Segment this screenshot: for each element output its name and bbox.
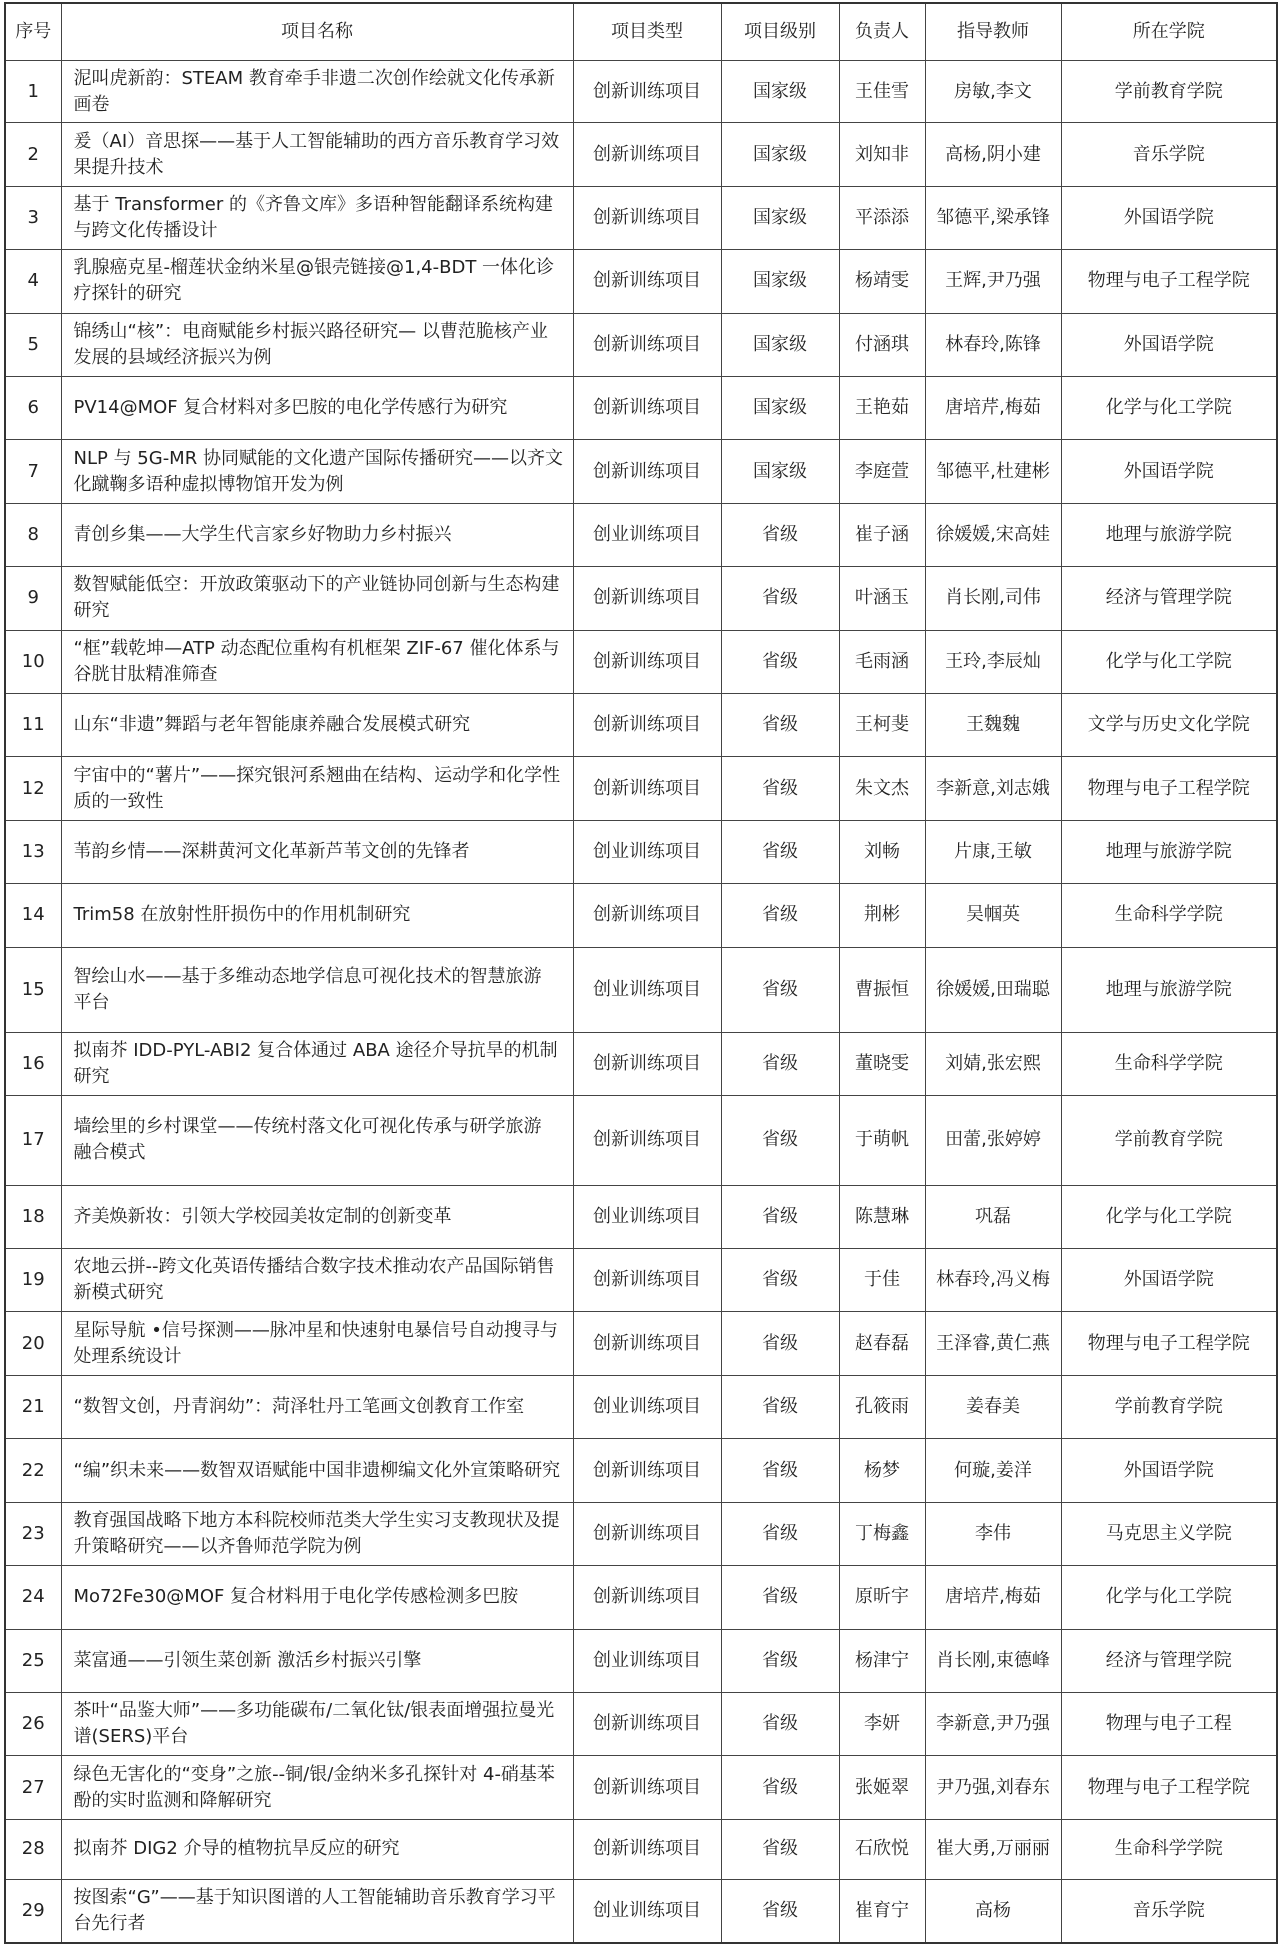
cell-name: 山东“非遗”舞蹈与老年智能康养融合发展模式研究 xyxy=(61,694,573,757)
cell-advisor: 林春玲,冯义梅 xyxy=(925,1249,1061,1312)
cell-no: 25 xyxy=(5,1629,61,1692)
cell-leader: 杨津宁 xyxy=(839,1629,925,1692)
table-row xyxy=(5,1819,1277,1879)
cell-type: 创新训练项目 xyxy=(573,1819,721,1879)
cell-leader: 丁梅鑫 xyxy=(839,1502,925,1565)
cell-advisor: 王辉,尹乃强 xyxy=(925,250,1061,313)
table-row xyxy=(5,1880,1277,1943)
cell-level: 国家级 xyxy=(721,186,839,249)
cell-level: 省级 xyxy=(721,1880,839,1943)
cell-advisor: 林春玲,陈锋 xyxy=(925,313,1061,376)
cell-no: 27 xyxy=(5,1756,61,1819)
cell-advisor: 高杨 xyxy=(925,1880,1061,1943)
cell-level: 国家级 xyxy=(721,61,839,123)
cell-college: 生命科学学院 xyxy=(1061,1819,1277,1879)
cell-type: 创新训练项目 xyxy=(573,440,721,503)
cell-no: 22 xyxy=(5,1439,61,1502)
table-row xyxy=(5,757,1277,820)
cell-level: 国家级 xyxy=(721,313,839,376)
cell-name: NLP 与 5G-MR 协同赋能的文化遗产国际传播研究——以齐文化蹴鞠多语种虚拟博物馆开发为例 xyxy=(61,440,573,503)
cell-type: 创新训练项目 xyxy=(573,1692,721,1755)
cell-leader: 毛雨涵 xyxy=(839,630,925,693)
cell-type: 创新训练项目 xyxy=(573,567,721,630)
cell-name: 拟南芥 IDD-PYL-ABI2 复合体通过 ABA 途径介导抗旱的机制研究 xyxy=(61,1032,573,1095)
cell-level: 国家级 xyxy=(721,440,839,503)
cell-college: 生命科学学院 xyxy=(1061,1032,1277,1095)
cell-leader: 王柯斐 xyxy=(839,694,925,757)
cell-type: 创新训练项目 xyxy=(573,250,721,313)
cell-level: 国家级 xyxy=(721,250,839,313)
cell-leader: 于佳 xyxy=(839,1249,925,1312)
cell-leader: 朱文杰 xyxy=(839,757,925,820)
cell-advisor: 唐培芹,梅茹 xyxy=(925,376,1061,439)
cell-advisor: 肖长刚,司伟 xyxy=(925,567,1061,630)
cell-name: 齐美焕新妆：引领大学校园美妆定制的创新变革 xyxy=(61,1185,573,1248)
header-advisor: 指导教师 xyxy=(925,3,1061,61)
cell-college: 化学与化工学院 xyxy=(1061,1566,1277,1629)
cell-type: 创业训练项目 xyxy=(573,947,721,1032)
cell-leader: 李庭萱 xyxy=(839,440,925,503)
cell-leader: 付涵琪 xyxy=(839,313,925,376)
cell-type: 创新训练项目 xyxy=(573,1502,721,1565)
table-row xyxy=(5,186,1277,249)
header-leader: 负责人 xyxy=(839,3,925,61)
cell-leader: 王佳雪 xyxy=(839,61,925,123)
cell-advisor: 李新意,尹乃强 xyxy=(925,1692,1061,1755)
cell-name: 锦绣山“核”：电商赋能乡村振兴路径研究— 以曹范脆核产业发展的县域经济振兴为例 xyxy=(61,313,573,376)
cell-advisor: 尹乃强,刘春东 xyxy=(925,1756,1061,1819)
cell-name: “数智文创，丹青润幼”：菏泽牡丹工笔画文创教育工作室 xyxy=(61,1375,573,1438)
cell-leader: 平添添 xyxy=(839,186,925,249)
cell-name: Mo72Fe30@MOF 复合材料用于电化学传感检测多巴胺 xyxy=(61,1566,573,1629)
cell-college: 外国语学院 xyxy=(1061,1249,1277,1312)
cell-name: 智绘山水——基于多维动态地学信息可视化技术的智慧旅游 平台 xyxy=(61,947,573,1032)
cell-level: 省级 xyxy=(721,503,839,566)
header-name: 项目名称 xyxy=(61,3,573,61)
cell-advisor: 王魏魏 xyxy=(925,694,1061,757)
cell-level: 省级 xyxy=(721,1185,839,1248)
cell-level: 省级 xyxy=(721,947,839,1032)
cell-no: 17 xyxy=(5,1096,61,1185)
table-row xyxy=(5,567,1277,630)
cell-no: 5 xyxy=(5,313,61,376)
cell-type: 创新训练项目 xyxy=(573,1032,721,1095)
cell-type: 创新训练项目 xyxy=(573,757,721,820)
cell-college: 学前教育学院 xyxy=(1061,61,1277,123)
cell-level: 省级 xyxy=(721,567,839,630)
table-row xyxy=(5,250,1277,313)
table-row xyxy=(5,1185,1277,1248)
cell-name: 墙绘里的乡村课堂——传统村落文化可视化传承与研学旅游 融合模式 xyxy=(61,1096,573,1185)
cell-advisor: 高杨,阴小建 xyxy=(925,123,1061,186)
header-no: 序号 xyxy=(5,3,61,61)
cell-no: 1 xyxy=(5,61,61,123)
cell-name: 青创乡集——大学生代言家乡好物助力乡村振兴 xyxy=(61,503,573,566)
cell-type: 创业训练项目 xyxy=(573,1375,721,1438)
cell-leader: 荆彬 xyxy=(839,884,925,947)
cell-level: 国家级 xyxy=(721,123,839,186)
table-row xyxy=(5,313,1277,376)
cell-college: 化学与化工学院 xyxy=(1061,376,1277,439)
cell-leader: 赵春磊 xyxy=(839,1312,925,1375)
table-row xyxy=(5,376,1277,439)
cell-type: 创业训练项目 xyxy=(573,1880,721,1943)
cell-no: 29 xyxy=(5,1880,61,1943)
cell-advisor: 巩磊 xyxy=(925,1185,1061,1248)
cell-advisor: 刘婧,张宏熙 xyxy=(925,1032,1061,1095)
cell-no: 10 xyxy=(5,630,61,693)
cell-type: 创新训练项目 xyxy=(573,123,721,186)
cell-advisor: 片康,王敏 xyxy=(925,820,1061,883)
cell-no: 11 xyxy=(5,694,61,757)
cell-advisor: 邹德平,梁承锋 xyxy=(925,186,1061,249)
cell-advisor: 王玲,李辰灿 xyxy=(925,630,1061,693)
cell-college: 物理与电子工程学院 xyxy=(1061,1312,1277,1375)
cell-name: 宇宙中的“薯片”——探究银河系翘曲在结构、运动学和化学性质的一致性 xyxy=(61,757,573,820)
table-row xyxy=(5,1629,1277,1692)
cell-advisor: 王泽睿,黄仁燕 xyxy=(925,1312,1061,1375)
cell-leader: 陈慧琳 xyxy=(839,1185,925,1248)
cell-advisor: 姜春美 xyxy=(925,1375,1061,1438)
cell-name: Trim58 在放射性肝损伤中的作用机制研究 xyxy=(61,884,573,947)
table-row xyxy=(5,503,1277,566)
cell-name: 数智赋能低空：开放政策驱动下的产业链协同创新与生态构建研究 xyxy=(61,567,573,630)
table-body xyxy=(5,61,1277,1944)
cell-leader: 叶涵玉 xyxy=(839,567,925,630)
cell-type: 创新训练项目 xyxy=(573,884,721,947)
cell-advisor: 徐媛媛,田瑞聪 xyxy=(925,947,1061,1032)
header-type: 项目类型 xyxy=(573,3,721,61)
cell-leader: 石欣悦 xyxy=(839,1819,925,1879)
cell-name: 星际导航 •信号探测——脉冲星和快速射电暴信号自动搜寻与处理系统设计 xyxy=(61,1312,573,1375)
cell-college: 音乐学院 xyxy=(1061,1880,1277,1943)
cell-college: 物理与电子工程学院 xyxy=(1061,1756,1277,1819)
cell-college: 物理与电子工程学院 xyxy=(1061,250,1277,313)
table-row xyxy=(5,947,1277,1032)
cell-no: 15 xyxy=(5,947,61,1032)
cell-level: 国家级 xyxy=(721,376,839,439)
cell-leader: 杨靖雯 xyxy=(839,250,925,313)
cell-type: 创新训练项目 xyxy=(573,313,721,376)
cell-level: 省级 xyxy=(721,1692,839,1755)
cell-no: 8 xyxy=(5,503,61,566)
cell-level: 省级 xyxy=(721,630,839,693)
cell-name: PV14@MOF 复合材料对多巴胺的电化学传感行为研究 xyxy=(61,376,573,439)
cell-no: 7 xyxy=(5,440,61,503)
cell-name: 乳腺癌克星-榴莲状金纳米星@银壳链接@1,4-BDT 一体化诊疗探针的研究 xyxy=(61,250,573,313)
cell-no: 12 xyxy=(5,757,61,820)
cell-type: 创新训练项目 xyxy=(573,1756,721,1819)
cell-type: 创新训练项目 xyxy=(573,186,721,249)
cell-advisor: 田蕾,张婷婷 xyxy=(925,1096,1061,1185)
cell-level: 省级 xyxy=(721,820,839,883)
cell-college: 物理与电子工程学院 xyxy=(1061,757,1277,820)
cell-leader: 张姬翠 xyxy=(839,1756,925,1819)
cell-type: 创新训练项目 xyxy=(573,1312,721,1375)
cell-no: 28 xyxy=(5,1819,61,1879)
cell-no: 23 xyxy=(5,1502,61,1565)
cell-college: 音乐学院 xyxy=(1061,123,1277,186)
table-row xyxy=(5,694,1277,757)
cell-advisor: 肖长刚,束德峰 xyxy=(925,1629,1061,1692)
cell-advisor: 吴帼英 xyxy=(925,884,1061,947)
cell-level: 省级 xyxy=(721,1566,839,1629)
cell-college: 地理与旅游学院 xyxy=(1061,503,1277,566)
cell-leader: 杨梦 xyxy=(839,1439,925,1502)
cell-name: 泥叫虎新韵：STEAM 教育牵手非遗二次创作绘就文化传承新画卷 xyxy=(61,61,573,123)
cell-name: “框”载乾坤—ATP 动态配位重构有机框架 ZIF-67 催化体系与谷胱甘肽精准筛查 xyxy=(61,630,573,693)
header-college: 所在学院 xyxy=(1061,3,1277,61)
table-row xyxy=(5,884,1277,947)
cell-no: 3 xyxy=(5,186,61,249)
table-row xyxy=(5,1249,1277,1312)
cell-type: 创新训练项目 xyxy=(573,376,721,439)
cell-advisor: 房敏,李文 xyxy=(925,61,1061,123)
header-level: 项目级别 xyxy=(721,3,839,61)
cell-advisor: 徐媛媛,宋高娃 xyxy=(925,503,1061,566)
cell-college: 经济与管理学院 xyxy=(1061,1629,1277,1692)
cell-leader: 王艳茹 xyxy=(839,376,925,439)
cell-name: 按图索“G”——基于知识图谱的人工智能辅助音乐教育学习平台先行者 xyxy=(61,1880,573,1943)
cell-leader: 崔育宁 xyxy=(839,1880,925,1943)
table-row xyxy=(5,61,1277,123)
cell-college: 马克思主义学院 xyxy=(1061,1502,1277,1565)
cell-leader: 崔子涵 xyxy=(839,503,925,566)
cell-college: 学前教育学院 xyxy=(1061,1096,1277,1185)
table-row xyxy=(5,1439,1277,1502)
cell-no: 21 xyxy=(5,1375,61,1438)
cell-leader: 刘畅 xyxy=(839,820,925,883)
cell-no: 20 xyxy=(5,1312,61,1375)
cell-college: 生命科学学院 xyxy=(1061,884,1277,947)
cell-name: 菜富通——引领生菜创新 激活乡村振兴引擎 xyxy=(61,1629,573,1692)
cell-college: 外国语学院 xyxy=(1061,440,1277,503)
table-row xyxy=(5,1312,1277,1375)
cell-level: 省级 xyxy=(721,1375,839,1438)
cell-level: 省级 xyxy=(721,1312,839,1375)
cell-level: 省级 xyxy=(721,1249,839,1312)
table-row xyxy=(5,1756,1277,1819)
cell-leader: 曹振恒 xyxy=(839,947,925,1032)
table-row xyxy=(5,1032,1277,1095)
cell-advisor: 何璇,姜洋 xyxy=(925,1439,1061,1502)
cell-no: 16 xyxy=(5,1032,61,1095)
cell-level: 省级 xyxy=(721,1439,839,1502)
cell-college: 经济与管理学院 xyxy=(1061,567,1277,630)
table-row xyxy=(5,123,1277,186)
cell-no: 9 xyxy=(5,567,61,630)
cell-type: 创业训练项目 xyxy=(573,1185,721,1248)
cell-college: 外国语学院 xyxy=(1061,1439,1277,1502)
cell-advisor: 邹德平,杜建彬 xyxy=(925,440,1061,503)
cell-type: 创新训练项目 xyxy=(573,1249,721,1312)
cell-name: 绿色无害化的“变身”之旅--铜/银/金纳米多孔探针对 4-硝基苯酚的实时监测和降解研究 xyxy=(61,1756,573,1819)
cell-advisor: 李新意,刘志娥 xyxy=(925,757,1061,820)
cell-type: 创新训练项目 xyxy=(573,630,721,693)
cell-college: 物理与电子工程 xyxy=(1061,1692,1277,1755)
cell-college: 化学与化工学院 xyxy=(1061,1185,1277,1248)
cell-no: 14 xyxy=(5,884,61,947)
cell-type: 创新训练项目 xyxy=(573,1566,721,1629)
cell-no: 18 xyxy=(5,1185,61,1248)
cell-advisor: 李伟 xyxy=(925,1502,1061,1565)
table-row xyxy=(5,1566,1277,1629)
cell-no: 2 xyxy=(5,123,61,186)
cell-name: “编”织未来——数智双语赋能中国非遗柳编文化外宣策略研究 xyxy=(61,1439,573,1502)
cell-type: 创业训练项目 xyxy=(573,1629,721,1692)
cell-level: 省级 xyxy=(721,1032,839,1095)
cell-leader: 孔筱雨 xyxy=(839,1375,925,1438)
table-row xyxy=(5,630,1277,693)
cell-no: 24 xyxy=(5,1566,61,1629)
cell-name: 苇韵乡情——深耕黄河文化革新芦苇文创的先锋者 xyxy=(61,820,573,883)
cell-no: 6 xyxy=(5,376,61,439)
cell-level: 省级 xyxy=(721,694,839,757)
cell-college: 地理与旅游学院 xyxy=(1061,820,1277,883)
cell-advisor: 崔大勇,万丽丽 xyxy=(925,1819,1061,1879)
cell-college: 地理与旅游学院 xyxy=(1061,947,1277,1032)
cell-name: 拟南芥 DIG2 介导的植物抗旱反应的研究 xyxy=(61,1819,573,1879)
cell-leader: 董晓雯 xyxy=(839,1032,925,1095)
cell-type: 创新训练项目 xyxy=(573,694,721,757)
cell-advisor: 唐培芹,梅茹 xyxy=(925,1566,1061,1629)
cell-name: 教育强国战略下地方本科院校师范类大学生实习支教现状及提升策略研究——以齐鲁师范学院为例 xyxy=(61,1502,573,1565)
cell-college: 化学与化工学院 xyxy=(1061,630,1277,693)
cell-level: 省级 xyxy=(721,1756,839,1819)
cell-level: 省级 xyxy=(721,1629,839,1692)
cell-level: 省级 xyxy=(721,1502,839,1565)
cell-name: 爰（AI）音思探——基于人工智能辅助的西方音乐教育学习效果提升技术 xyxy=(61,123,573,186)
cell-type: 创业训练项目 xyxy=(573,503,721,566)
cell-leader: 刘知非 xyxy=(839,123,925,186)
cell-name: 基于 Transformer 的《齐鲁文库》多语种智能翻译系统构建与跨文化传播设计 xyxy=(61,186,573,249)
cell-level: 省级 xyxy=(721,757,839,820)
cell-level: 省级 xyxy=(721,884,839,947)
table-row xyxy=(5,440,1277,503)
table-row xyxy=(5,1502,1277,1565)
cell-college: 外国语学院 xyxy=(1061,186,1277,249)
cell-college: 文学与历史文化学院 xyxy=(1061,694,1277,757)
cell-level: 省级 xyxy=(721,1819,839,1879)
table-row xyxy=(5,1375,1277,1438)
cell-leader: 于萌帆 xyxy=(839,1096,925,1185)
cell-name: 农地云拼--跨文化英语传播结合数字技术推动农产品国际销售新模式研究 xyxy=(61,1249,573,1312)
cell-leader: 李妍 xyxy=(839,1692,925,1755)
table-row xyxy=(5,1096,1277,1185)
cell-type: 创新训练项目 xyxy=(573,1439,721,1502)
cell-type: 创新训练项目 xyxy=(573,1096,721,1185)
cell-college: 学前教育学院 xyxy=(1061,1375,1277,1438)
header-row xyxy=(5,3,1277,61)
cell-no: 13 xyxy=(5,820,61,883)
cell-no: 19 xyxy=(5,1249,61,1312)
cell-no: 26 xyxy=(5,1692,61,1755)
table-row xyxy=(5,1692,1277,1755)
cell-no: 4 xyxy=(5,250,61,313)
cell-type: 创新训练项目 xyxy=(573,61,721,123)
cell-type: 创业训练项目 xyxy=(573,820,721,883)
cell-level: 省级 xyxy=(721,1096,839,1185)
cell-college: 外国语学院 xyxy=(1061,313,1277,376)
project-table xyxy=(4,2,1278,1944)
cell-leader: 原昕宇 xyxy=(839,1566,925,1629)
table-row xyxy=(5,820,1277,883)
cell-name: 茶叶“品鉴大师”——多功能碳布/二氧化钛/银表面增强拉曼光谱(SERS)平台 xyxy=(61,1692,573,1755)
